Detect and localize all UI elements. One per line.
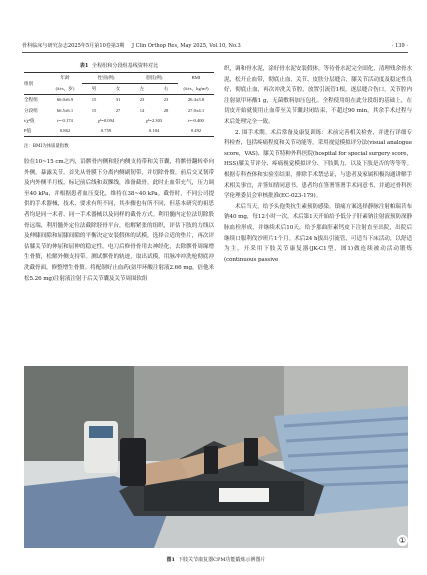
th-age-unit: (x̄±s，岁) <box>48 84 82 95</box>
running-header <box>22 41 408 51</box>
cell-group: 全程组 <box>24 97 38 103</box>
th-group: 组别 <box>24 73 48 95</box>
cell-sex-p: 0.759 <box>82 126 130 137</box>
cell-group: 分段组 <box>24 107 38 113</box>
cell-bmi: 27.0±4.1 <box>187 107 205 113</box>
cell-age: 66.0±6.9 <box>56 97 74 103</box>
cell-bmi: 0.492 <box>178 126 214 137</box>
cell-right: 23 <box>163 97 169 103</box>
photo-marker-badge: ① <box>398 536 407 545</box>
body-paragraph: 织，调和骨水泥，涂好骨水泥安装假体，等待骨水泥完全固化，清理残余骨水泥，松开止血带，彻底止血，关节、皮肤分层缝合，膝关节活动度及稳定性良好，彻底止血，再次冲洗关节腔，放置引流管1根，逐层缝合伤口，关节腔内注射氨甲环酸1 g，无菌敷料加压包扎。全程使用组在此分段组的基础上，在切皮开始就使用止血带至关节囊封闭结束，不超过90 min，其余手术过程与术后处理完全一致。 <box>224 66 412 125</box>
body-paragraph: 胶在10~15 cm之内，沿髌骨内侧和胫内侧支持带和关节囊，将髌骨翻转牵向外侧，暴露关节。首先从骨膜下分离内侧副韧带，并切除骨赘，前后交叉韧带及内外侧半月板，标记前后线和双髁线，准备截骨。此时止血带充气，压力调至40 kPa，并根据患者血压变化，维持在38~40 kPa。截骨时，不同公司提供的手术器械，技术、要求有所不同，其步骤也有所不同，但基本研究的祖思者均是同一术者、同一手术器械以及同样的截骨方式。利用髓内定位法切除股骨远端，利用髓外定位法截除胫骨平台，松解紧张的组织，评估下肢的力线以及伸膝间隙和屈膝间隙的平衡决定安装假体的试模，选择合适的垫片，再次评估膝关节的伸屈和屈伸的稳定性。电刀后修骨骨用去神经化，去除髌骨周缘增生骨赘，松解外侧支持带。测试髌骨的轨迹，取出试模，用脉冲冲洗枪彻底冲洗截骨面，修整增生骨赘。将配制好止血药(氨甲环酸注射液2.66 mg，倍他米松5.26 mg)注射液注射于后关节囊及关节周围软组 <box>24 159 214 282</box>
th-age: 年龄 <box>48 73 82 84</box>
right-column <box>224 64 412 265</box>
cell-sex-stat: χ²=0.094 <box>97 117 115 123</box>
cell-male: 15 <box>91 107 97 113</box>
figure-caption <box>24 556 408 563</box>
cell-male: 15 <box>91 97 97 103</box>
cpm-photo <box>24 366 408 548</box>
th-bmi-unit: (x̄±s，kg/m²) <box>178 84 214 95</box>
table-row <box>24 95 214 106</box>
cell-side-p: 0.184 <box>130 126 178 137</box>
cell-age: 0.862 <box>48 126 82 137</box>
cell-right: 28 <box>163 107 169 113</box>
cpm-photo-illustration <box>24 366 408 548</box>
th-male: 男 <box>82 84 106 95</box>
journal-name-cn: 骨科临床与研究杂志2025年5月第10卷第3期 <box>22 43 125 49</box>
th-bmi: BMI <box>178 73 214 84</box>
cell-bmi: 26.4±3.8 <box>187 97 205 103</box>
cell-age: t=-0.174 <box>57 117 73 123</box>
cell-left: 14 <box>139 107 145 113</box>
th-sex: 性别(例) <box>82 73 130 84</box>
baseline-table <box>24 72 214 137</box>
cell-group: t/χ²值 <box>24 117 35 123</box>
th-right: 右 <box>154 84 178 95</box>
table-title: 全程组和分段组基线资料对比 <box>91 63 159 69</box>
th-left: 左 <box>130 84 154 95</box>
journal-name-en: J Clin Orthop Res, May 2025, Vol.10, No.3 <box>132 43 241 49</box>
table-row <box>24 126 214 137</box>
table-note: 注：BMI为体质量指数 <box>24 144 69 149</box>
body-paragraph: 2. 围手术期。术后常备及康复训练：术前完善相关检查，并进行详细专科检查，包括疼痛程度和关节功能等，采用视觉模拟评分法(visual analogue score，VAS)、膝关节特种外科医院(hospital for special surgery score，HSS)膝关节评分、疼痛视觉模拟评分、下肢肌力，以及下肢是否的等等等。根据专科查体和实验室结果，排除手术禁忌证，与患者及家属积极沟通讲解手术相关事宜，并签知情同意书。患者均在签署签署手术同意书，并通过骨科医学伦理委员会审核批准(EC-023-179)。 <box>224 129 412 200</box>
th-side: 患肢(例) <box>130 73 178 84</box>
header-rule <box>22 52 408 53</box>
cell-female: 31 <box>115 97 121 103</box>
table-row <box>24 116 214 126</box>
cell-left: 23 <box>139 97 145 103</box>
cell-group: P值 <box>24 126 48 137</box>
table-label: 表1 <box>79 63 89 69</box>
figure-caption-text: 下肢关节康复器CPM功能锻炼示例图片 <box>178 557 266 563</box>
cell-female: 27 <box>115 107 121 113</box>
cell-age: 66.5±6.1 <box>56 107 74 113</box>
table-caption <box>24 62 214 69</box>
page-number: · 139 · <box>391 43 408 49</box>
cell-side-stat: χ²=2.303 <box>145 117 163 123</box>
figure-label: 图1 <box>166 557 175 563</box>
table-row <box>24 106 214 116</box>
cell-bmi: t=-0.400 <box>188 117 204 123</box>
th-female: 女 <box>106 84 130 95</box>
body-paragraph: 术后当天，给予头孢类抗生素预防感染。镇痛方案选择静脉注射帕瑞昔布钠40 mg，每12小时一次，术后第1天开始给予低分子肝素钠注射液预防深静脉血栓形成，并继续术后10天，给予那曲肝素钙皮下注射直至出院，出院后继续口服利伐沙班片1个月。术后24 h拔出引流管，可适当下床活动，以舒适为主，开采用下肢关节康复器(JK-C1型，图1)做连续被动活动锻炼(continuous passive <box>224 203 412 263</box>
left-column <box>24 157 214 284</box>
